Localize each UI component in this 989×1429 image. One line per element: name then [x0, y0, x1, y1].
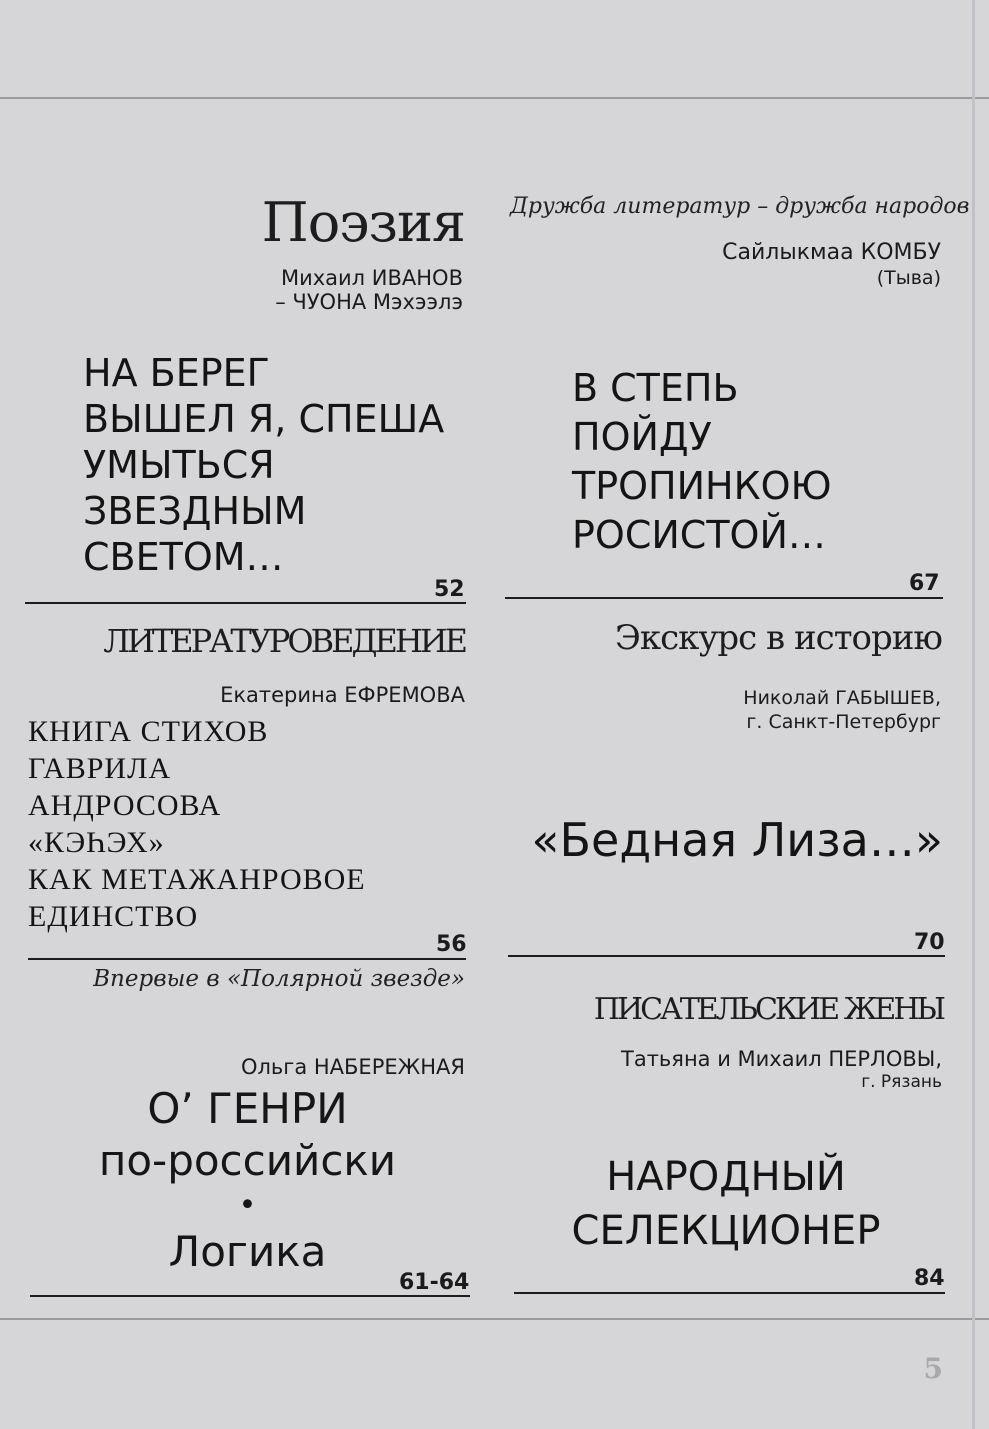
kicker-first: Впервые в «Полярной звезде»	[93, 966, 465, 992]
article-title-wives	[510, 1150, 942, 1258]
page-number: 67	[909, 571, 940, 596]
title-line: КАК МЕТАЖАНРОВОЕ	[28, 863, 366, 896]
subtitle: Логика	[168, 1227, 327, 1276]
page-number: 52	[434, 577, 465, 602]
author-line: Николай ГАБЫШЕВ,	[743, 687, 941, 709]
page-number: 84	[914, 1266, 945, 1291]
page-edge	[972, 0, 975, 1429]
title-line: УМЫТЬСЯ	[83, 443, 275, 487]
author-literature: Екатерина ЕФРЕМОВА	[220, 683, 465, 707]
divider-rule	[28, 958, 466, 960]
title-line: ГАВРИЛА	[28, 752, 172, 785]
title-line: АНДРОСОВА	[28, 789, 222, 822]
bullet-separator: •	[238, 1188, 257, 1223]
divider-rule	[30, 1295, 470, 1297]
divider-rule	[25, 602, 466, 604]
title-line: НА БЕРЕГ	[83, 351, 270, 395]
author-line: Михаил ИВАНОВ	[280, 266, 463, 290]
title-line: В СТЕПЬ	[572, 366, 739, 410]
article-title-poetry	[83, 350, 463, 580]
title-line: ВЫШЕЛ Я, СПЕША	[83, 397, 445, 441]
author-first: Ольга НАБЕРЕЖНАЯ	[240, 1055, 465, 1079]
author-region: (Тыва)	[876, 267, 941, 289]
author-line: Сайлыкмаа КОМБУ	[722, 240, 941, 265]
title-line: по-российски	[98, 1136, 397, 1185]
author-line: – ЧУОНА Мэхээлэ	[275, 290, 463, 314]
page-number: 61-64	[399, 1270, 470, 1295]
article-title-friendship	[572, 364, 942, 560]
author-line: г. Рязань	[861, 1072, 942, 1092]
divider-rule	[514, 1292, 945, 1294]
title-line: РОСИСТОЙ…	[572, 513, 826, 557]
author-friendship	[560, 240, 941, 290]
title-line: ЗВЕЗДНЫМ	[83, 489, 307, 533]
kicker-friendship: Дружба литератур – дружба народов	[510, 194, 970, 219]
section-title-poetry: Поэзия	[261, 191, 465, 254]
title-line: СВЕТОМ…	[83, 535, 284, 579]
page-number: 56	[436, 932, 467, 957]
title-line: ПОЙДУ	[572, 415, 712, 459]
section-title-wives: ПИСАТЕЛЬСКИЕ ЖЕНЫ	[593, 992, 943, 1027]
top-border-line	[0, 97, 989, 99]
article-title-first	[30, 1082, 465, 1278]
title-line: СЕЛЕКЦИОНЕР	[571, 1208, 881, 1254]
title-line: ЕДИНСТВО	[28, 900, 199, 933]
section-title-history: Экскурс в историю	[614, 618, 942, 658]
title-line: О’ ГЕНРИ	[147, 1084, 348, 1133]
title-line: ТРОПИНКОЮ	[572, 464, 832, 508]
author-history	[600, 686, 941, 734]
divider-rule	[505, 597, 943, 599]
author-wives	[540, 1047, 942, 1093]
author-line: г. Санкт-Петербург	[746, 711, 941, 733]
title-line: «КЭҺЭХ»	[28, 826, 165, 859]
article-title-literature	[28, 713, 458, 935]
author-line: Татьяна и Михаил ПЕРЛОВЫ,	[621, 1047, 942, 1071]
article-title-history: «Бедная Лиза…»	[531, 813, 943, 867]
page-folio: 5	[923, 1352, 943, 1385]
page-number: 70	[914, 930, 945, 955]
section-title-literature: ЛИТЕРАТУРОВЕДЕНИЕ	[103, 622, 465, 660]
title-line: НАРОДНЫЙ	[606, 1154, 846, 1200]
divider-rule	[508, 955, 945, 957]
title-line: КНИГА СТИХОВ	[28, 715, 269, 748]
bottom-border-line	[0, 1318, 989, 1320]
author-poetry	[180, 266, 463, 314]
